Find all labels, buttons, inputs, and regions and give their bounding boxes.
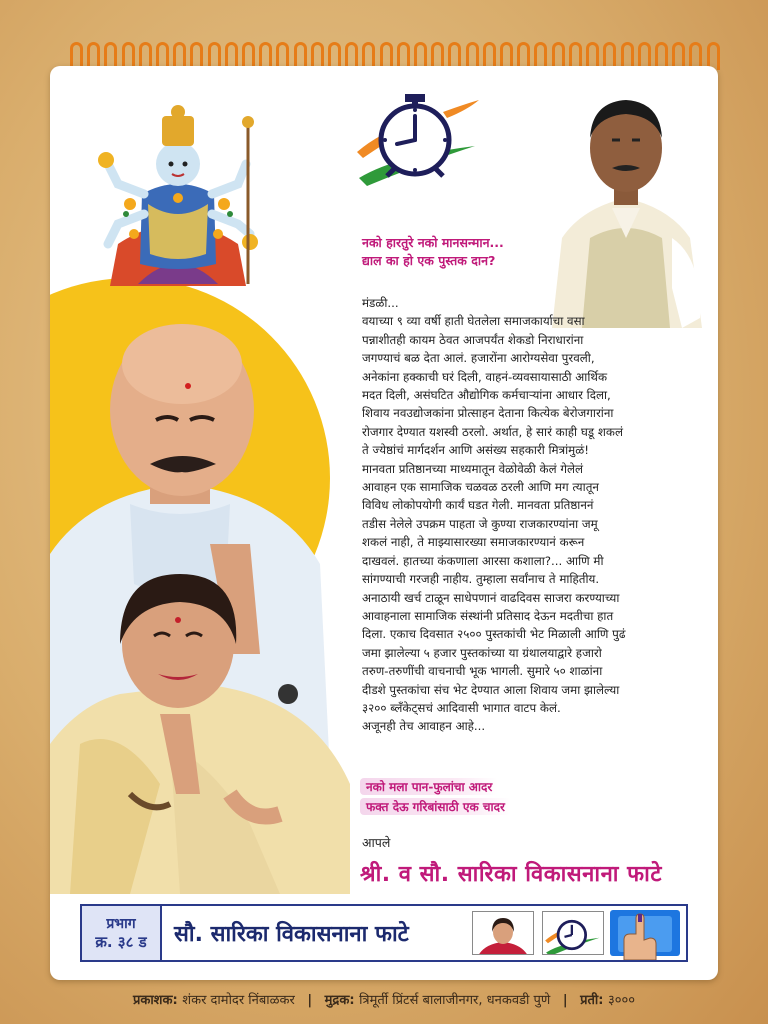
body-line: जगण्याचं बळ देता आलं. हजारोंना आरोग्यसेवा पुरवली,	[362, 351, 595, 366]
body-line: जमा झालेल्या ५ हजार पुस्तकांच्या या ग्रंथालयाद्वारे हजारो	[362, 645, 602, 660]
printer-name: त्रिमूर्ती प्रिंटर्स बालाजीनगर, धनकवडी पुणे	[359, 993, 551, 1008]
footer-divider: |	[307, 993, 313, 1008]
body-line: शिवाय नवउद्योजकांना प्रोत्साहन देताना कित्येक बेरोजगारांना	[362, 406, 614, 421]
body-line: सांगण्याची गरजही नाहीय. तुम्हाला सर्वांनाच ते माहितीय.	[362, 572, 600, 587]
body-line: अनाठायी खर्च टाळून साधेपणानं वाढदिवस साजरा करण्याच्या	[362, 590, 620, 605]
body-line: ते ज्येष्ठांचं मार्गदर्शन आणि असंख्य सहकारी मित्रांमुळं!	[362, 443, 589, 458]
body-line: आवाहन एक सामाजिक चळवळ ठरली आणि मग त्यातून	[362, 480, 599, 495]
ward-number: क्र. ३८ ड	[95, 933, 147, 951]
body-line: आवाहनाला सामाजिक संस्थांनी प्रतिसाद देऊन मदतीचा हात	[362, 608, 614, 623]
body-line: मानवता प्रतिष्ठानच्या माध्यमातून वेळोवेळी केलं गेलेलं	[362, 461, 583, 476]
body-line: ३२०० ब्लँकेट्सचं आदिवासी भागात वाटप केलं.	[362, 700, 561, 715]
voting-finger-icon	[610, 910, 680, 960]
ward-label: प्रभाग	[106, 916, 136, 932]
body-line: दिला. एकाच दिवसात २५०० पुस्तकांची भेट मिळाली आणि पुढं	[362, 627, 626, 642]
body-line: रोजगार देण्यात यशस्वी ठरलो. अर्थात, हे सारं काही घडू शकलं	[362, 424, 623, 439]
tagline-line-2: द्याल का हो एक पुस्तक दान?	[362, 253, 496, 268]
tagline	[362, 234, 504, 270]
footer-divider: |	[562, 993, 568, 1008]
tagline-line-1: नको हारतुरे नको मानसन्मान...	[362, 235, 504, 250]
body-line: विविध लोकोपयोगी कार्यं घडत गेली. मानवता प्रतिष्ठाननं	[362, 498, 594, 513]
party-symbol-box	[542, 911, 604, 955]
pink-verse-line-2: फक्त देऊ गरिबांसाठी एक चादर	[360, 798, 511, 815]
copies-label: प्रती:	[580, 993, 604, 1008]
couple-portrait	[50, 324, 350, 894]
publisher-label: प्रकाशक:	[132, 993, 178, 1008]
clock-party-symbol-icon	[355, 90, 480, 190]
candidate-photo	[472, 911, 534, 955]
deity-illustration	[78, 94, 278, 294]
copies-count: ३०००	[608, 993, 636, 1008]
body-line: शकलं नाही, ते माझ्यासारख्या समाजकारण्यानं करून	[362, 535, 585, 550]
body-line: अजूनही तेच आवाहन आहे...	[362, 719, 486, 734]
leader-portrait	[542, 88, 710, 328]
body-line: मदत दिली, असंघटित औद्योगिक कर्मचाऱ्यांना आधार दिला,	[362, 388, 611, 403]
appeal-body-text	[362, 294, 712, 736]
signature: श्री. व सौ. सारिका विकासनाना फाटे	[360, 862, 662, 887]
footer-imprint	[0, 990, 768, 1008]
vote-button[interactable]	[610, 910, 680, 956]
body-line: पन्नाशीतही कायम ठेवत आजपर्यंत शेकडो निराधारांना	[362, 332, 584, 347]
ballot-strip	[80, 904, 688, 962]
body-line: अनेकांना हक्काची घरं दिली, वाहनं-व्यवसायासाठी आर्थिक	[362, 369, 607, 384]
body-line: तडीस नेलेले उपक्रम पाहता जे कुण्या राजकारण्यांना जमू	[362, 516, 598, 531]
pink-verse-line-1: नको मला पान-फुलांचा आदर	[360, 778, 498, 795]
body-line: दीडशे पुस्तकांचा संच भेट देण्यात आला शिवाय जमा झालेल्या	[362, 682, 620, 697]
body-line: तरुण-तरुणींची वाचनाची भूक भागली. सुमारे ५० शाळांना	[362, 664, 603, 679]
printer-label: मुद्रक:	[324, 993, 355, 1008]
body-line: मंडळी...	[362, 296, 399, 310]
poster-sheet	[50, 66, 718, 980]
body-line: दाखवलं. हातच्या कंकणाला आरसा कशाला?... आणि मी	[362, 553, 604, 568]
candidate-name: सौ. सारिका विकासनाना फाटे	[174, 922, 409, 947]
publisher-name: शंकर दामोदर निंबाळकर	[182, 993, 295, 1008]
ward-box	[82, 906, 162, 960]
closing-word: आपले	[362, 835, 391, 850]
body-line: वयाच्या ९ व्या वर्षी हाती घेतलेला समाजकार्याचा वसा	[362, 314, 585, 329]
